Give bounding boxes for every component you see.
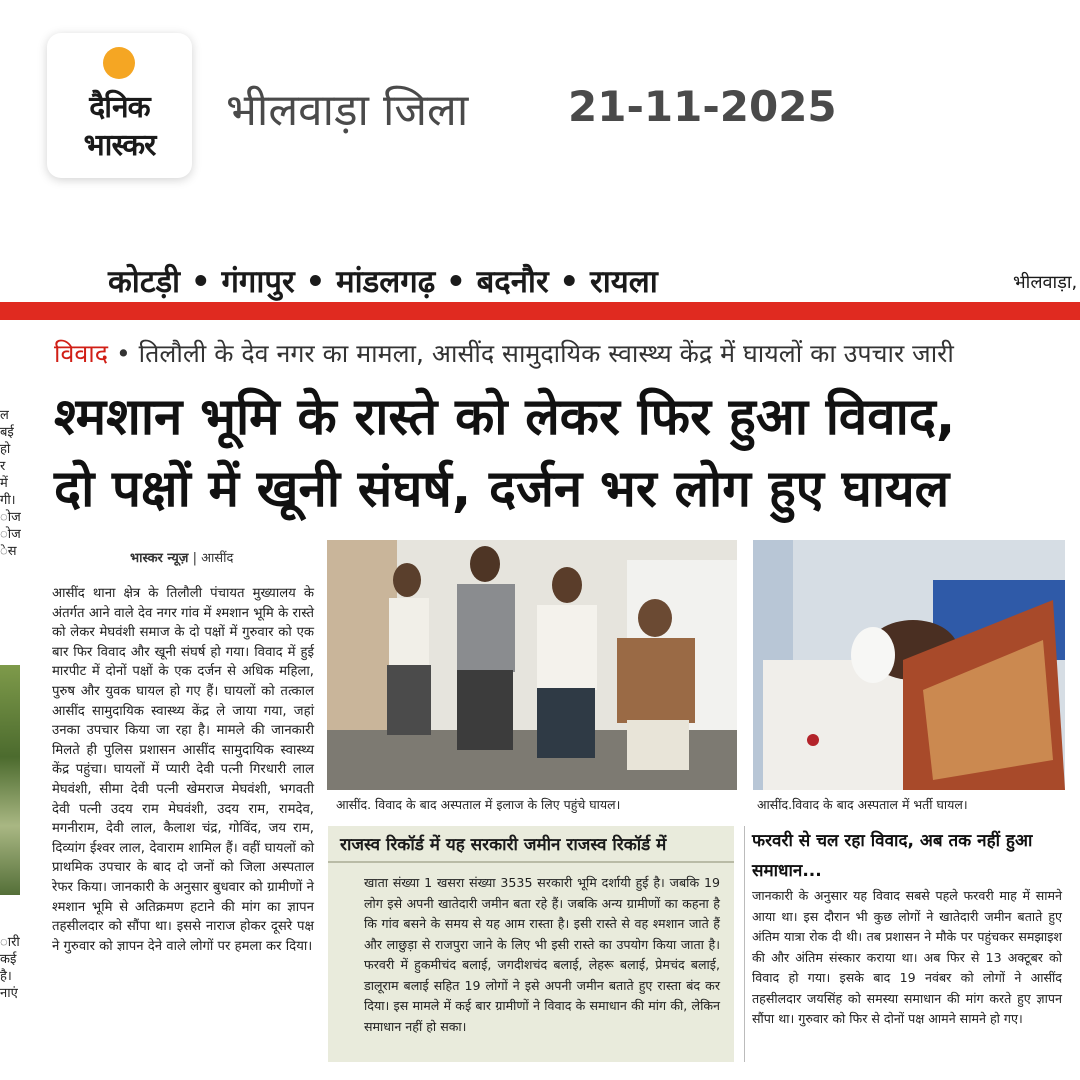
left-cropped-photo [0,665,20,895]
column-divider [744,826,745,1062]
newspaper-logo [47,33,192,178]
left-fragment: ोज [0,510,21,525]
kicker-text: • तिलौली के देव नगर का मामला, आसींद सामुदायिक स्वास्थ्य केंद्र में घायलों का उपचार जारी [115,339,954,368]
left-fragment: है। [0,969,12,984]
edition-title: भीलवाड़ा जिला [226,85,469,136]
box-body: खाता संख्या 1 खसरा संख्या 3535 सरकारी भूमि दर्शायी हुई है। जबकि 19 लोग इसे अपनी खातेदारी जमीन बता रहे हैं। जबकि अन्य ग्रामीणों का कहना है कि गांव बसने के समय से यह आम रास्ता है। इसी रास्ते से वह श्मशान जाते हैं और लाछुड़ा से राजपुरा जाने के लिए भी इसी रास्ते का उपयोग किया जाता है। फरवरी में हुकमीचंद बलाई, जगदीशचंद बलाई, लेहरू बलाई, प्रेमचंद बलाई, डालूराम बलाई सहित 19 लोगों ने इसे अपनी जमीन बताते हुए रास्ता बंद कर दिया। इस मामले में कई बार ग्रामीणों ने विवाद के समाधान की मांग की, लेकिन समाधान नहीं हो सका। [364,875,720,1034]
page-location-label: भीलवाड़ा, [1013,272,1078,293]
headline-line1: श्मशान भूमि के रास्ते को लेकर फिर हुआ विवाद, [54,388,956,447]
left-fragment: ल [0,408,9,423]
byline-source: भास्कर न्यूज़ [130,551,189,566]
headline [54,382,1074,526]
photo-caption-2: आसींद.विवाद के बाद अस्पताल में भर्ती घायल। [757,797,968,812]
byline [130,548,233,566]
left-fragment: हो [0,442,11,457]
logo-text-line2: भास्कर [83,128,156,163]
right-column [752,826,1062,1030]
revenue-record-box [328,826,734,1062]
sun-icon [101,45,137,81]
red-divider [0,302,1080,320]
left-fragment: में [0,476,8,491]
left-fragment: र [0,459,6,474]
kicker-label: विवाद [54,339,109,368]
byline-place: | आसींद [192,551,234,566]
right-heading: फरवरी से चल रहा विवाद, अब तक नहीं हुआ समाधान... [752,831,1033,881]
left-fragment: कई [0,952,17,967]
kicker-line [54,336,954,370]
edition-date: 21-11-2025 [568,82,837,131]
hospital-waiting-photo [327,540,737,790]
left-fragment: नाएं [0,986,18,1001]
places-strip: कोटड़ी • गंगापुर • मांडलगढ़ • बदनौर • रायला [108,264,658,300]
photo-caption-1: आसींद. विवाद के बाद अस्पताल में इलाज के लिए पहुंचे घायल। [336,797,621,812]
left-fragment: ारी [0,935,20,950]
hospital-bed-photo [753,540,1065,790]
headline-line2: दो पक्षों में खूनी संघर्ष, दर्जन भर लोग हुए घायल [54,460,950,519]
left-fragment: गी। [0,493,16,508]
left-fragment: ोज [0,527,21,542]
left-fragment: बई [0,425,14,440]
logo-text-line1: दैनिक [89,90,150,125]
right-body: जानकारी के अनुसार यह विवाद सबसे पहले फरवरी माह में सामने आया था। इस दौरान भी कुछ लोगों ने खातेदारी जमीन बताते हुए अंतिम यात्रा रोक दी थी। तब प्रशासन ने मौके पर पहुंचकर समझाइश की और अंतिम संस्कार कराया था। अब फिर से 13 अक्टूबर को विवाद हो गया। इसके बाद 19 नवंबर को लोगों ने आसींद तहसीलदार जयसिंह को समस्या समाधान की मांग करते हुए ज्ञापन सौंपा था। गुरुवार को फिर से दोनों पक्ष आमने सामने हो गए। [752,888,1062,1026]
left-fragment: ेस [0,544,17,559]
article-body: आसींद थाना क्षेत्र के तिलौली पंचायत मुख्यालय के अंतर्गत आने वाले देव नगर गांव में श्मशान भूमि के रास्ते को लेकर मेघवंशी समाज के दो पक्षों में गुरुवार को एक बार फिर विवाद और खूनी संघर्ष हो गया। विवाद में हुई मारपीट में दोनों पक्षों के एक दर्जन से अधिक महिला, पुरुष और युवक घायल हो गए हैं। घायलों को तत्काल आसींद सामुदायिक स्वास्थ्य केंद्र ले जाया गया, जहां उनका उपचार किया जा रहा है। मामले की जानकारी मिलते ही पुलिस प्रशासन आसींद सामुदायिक स्वास्थ्य केंद्र पहुंचा। घायलों में प्यारी देवी पत्नी गिरधारी लाल मेघवंशी, सीमा देवी पत्नी खेमराज मेघवंशी, भगवती देवी पत्नी उदय राम मेघवंशी, उदय राम, रामदेव, मगनीराम, देवी लाल, कैलाश चंद्र, गोविंद, जय राम, दिव्यांग ईश्वर लाल, देवाराम शामिल हैं। वहीं घायलों को प्राथमिक उपचार के बाद दो जनों को जिला अस्पताल रेफर किया। जानकारी के अनुसार बुधवार को ग्रामीणों ने श्मशान भूमि से अतिक्रमण हटाने की मांग का ज्ञापन तहसीलदार को सौंपा था। इससे नाराज होकर दूसरे पक्ष ने गुरुवार को ज्ञापन देने वाले लोगों पर हमला कर दिया। [52,586,314,954]
box-heading: राजस्व रिकॉर्ड में यह सरकारी जमीन राजस्व रिकॉर्ड में [328,826,734,863]
